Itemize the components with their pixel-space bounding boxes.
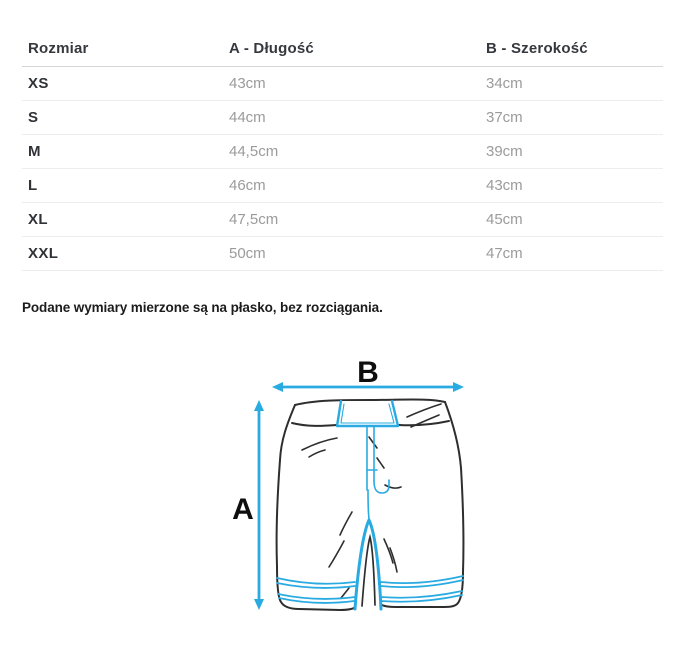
leg-split	[355, 520, 381, 609]
width-cell: 45cm	[480, 203, 663, 237]
table-row	[22, 67, 663, 101]
size-cell: S	[22, 101, 223, 135]
width-cell: 34cm	[480, 67, 663, 101]
size-cell: L	[22, 169, 223, 203]
label-a: A	[232, 493, 254, 526]
length-cell: 43cm	[223, 67, 480, 101]
length-cell: 47,5cm	[223, 203, 480, 237]
length-cell: 50cm	[223, 237, 480, 271]
measurement-note: Podane wymiary mierzone są na płasko, bez rozciągania.	[22, 300, 383, 315]
size-cell: XL	[22, 203, 223, 237]
width-cell: 39cm	[480, 135, 663, 169]
waistband-seam-left	[292, 423, 337, 426]
width-cell: 37cm	[480, 101, 663, 135]
size-table	[22, 38, 663, 271]
length-cell: 46cm	[223, 169, 480, 203]
length-cell: 44cm	[223, 101, 480, 135]
width-cell: 43cm	[480, 169, 663, 203]
table-row	[22, 237, 663, 271]
column-header-length: A - Długość	[223, 38, 480, 67]
column-header-size: Rozmiar	[22, 38, 223, 67]
size-chart-section	[22, 38, 663, 271]
arrowhead-right	[453, 382, 464, 392]
arrowhead-left	[272, 382, 283, 392]
arrowhead-up	[254, 400, 264, 411]
width-cell: 47cm	[480, 237, 663, 271]
size-cell: M	[22, 135, 223, 169]
column-header-width: B - Szerokość	[480, 38, 663, 67]
table-row	[22, 135, 663, 169]
table-row	[22, 101, 663, 135]
arrowhead-down	[254, 599, 264, 610]
length-cell: 44,5cm	[223, 135, 480, 169]
table-row	[22, 203, 663, 237]
label-b: B	[357, 356, 379, 389]
size-cell: XXL	[22, 237, 223, 271]
shorts-size-diagram	[225, 350, 480, 650]
right-side-outline	[380, 402, 463, 607]
table-header-row	[22, 38, 663, 67]
size-cell: XS	[22, 67, 223, 101]
left-side-outline	[277, 405, 356, 610]
table-row	[22, 169, 663, 203]
